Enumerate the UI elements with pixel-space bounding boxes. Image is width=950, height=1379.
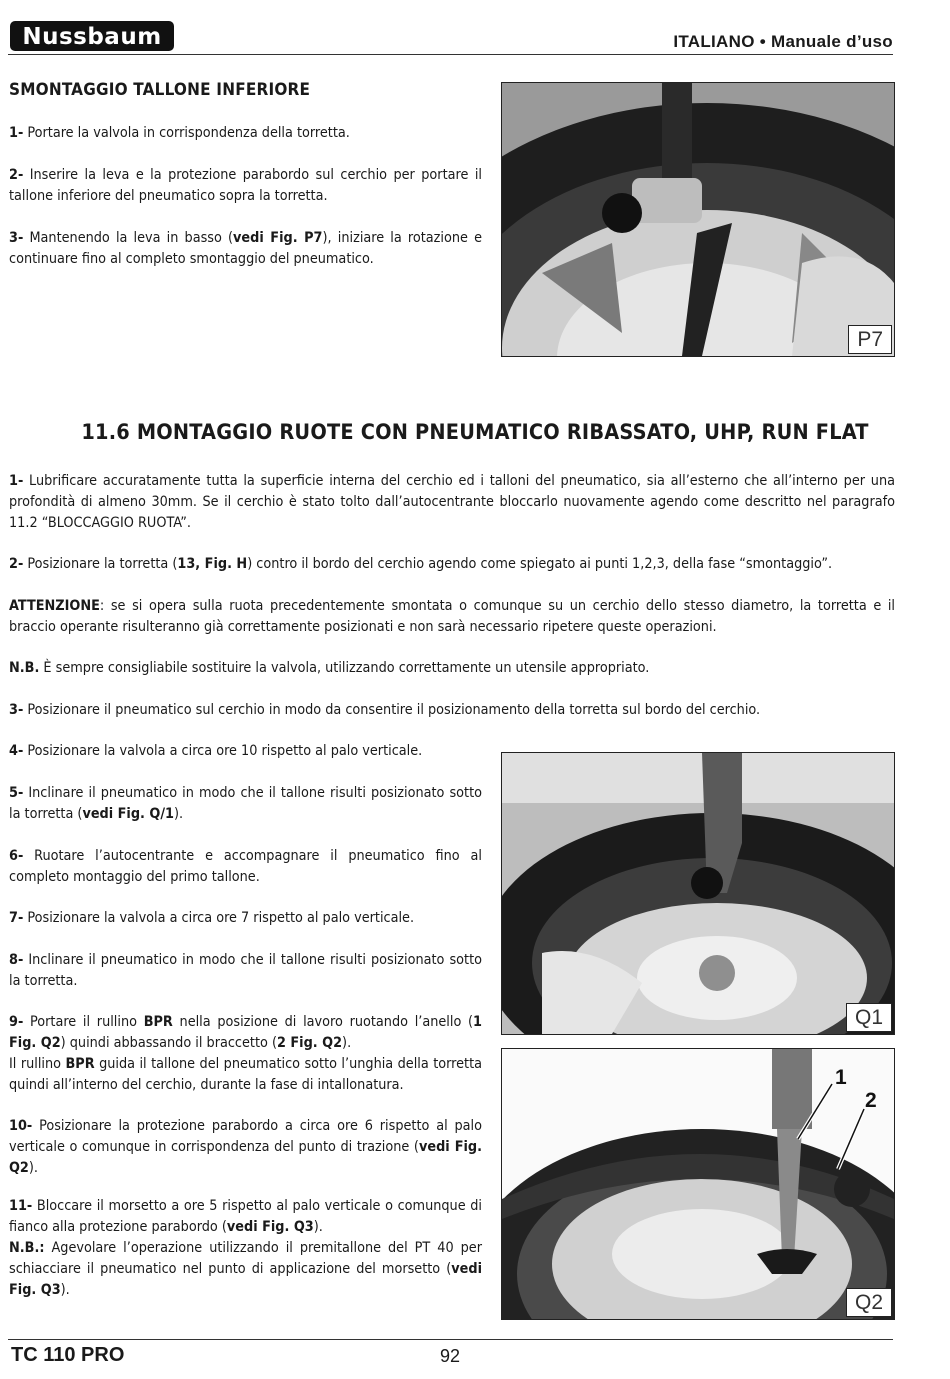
- montaggio-step-11: 11- Bloccare il morsetto a ore 5 rispetto al palo verticale o comunque di fianco alla protezione parabordo (vedi Fig. Q3). N.B.: Agevolare l’operazione utilizzando il premitallone del PT 40 per schiacciare il pneumatico nel punto di applicazione del morsetto (vedi Fig. Q3).: [9, 1198, 482, 1298]
- figure-p7-photo: [501, 82, 895, 357]
- figure-q2-label: Q2: [846, 1288, 892, 1317]
- montaggio-step-9: 9- Portare il rullino BPR nella posizione di lavoro ruotando l’anello (1 Fig. Q2) quindi abbassando il braccetto (2 Fig. Q2). Il rullino BPR guida il tallone del pneumatico sotto l’unghia della torretta quindi all’interno del cerchio, durante la fase di intallonatura.: [9, 1014, 482, 1093]
- montaggio-step-3: 3- Posizionare il pneumatico sul cerchio in modo da consentire il posizionamento della torretta sul bordo del cerchio.: [9, 702, 761, 718]
- figure-p7-label: P7: [848, 325, 892, 354]
- footer-page-number: 92: [440, 1346, 461, 1366]
- attention-note: ATTENZIONE: se si opera sulla ruota precedentemente smontata o comunque su un cerchio dello stesso diametro, la torretta e il braccio operante risulteranno già correttamente posizionati e non sarà necessario ripetere queste operazioni.: [9, 598, 895, 635]
- montaggio-step-8: 8- Inclinare il pneumatico in modo che il tallone risulti posizionato sotto la torretta.: [9, 952, 482, 989]
- figure-q2-photo: [501, 1048, 895, 1320]
- header-rule: [8, 54, 893, 55]
- svg-text:Nussbaum: Nussbaum: [22, 24, 162, 50]
- montaggio-step-1: 1- Lubrificare accuratamente tutta la superficie interna del cerchio ed i talloni del pneumatico, sia all’esterno che all’interno per una profondità di almeno 30mm. Se il cerchio è stato tolto dall’autocentrante bloccarlo nuovamente agendo come descritto nel paragrafo 11.2 “BLOCCAGGIO RUOTA”.: [9, 473, 895, 531]
- q2-callout-2: 2: [865, 1089, 877, 1112]
- montaggio-step-10: 10- Posizionare la protezione parabordo a circa ore 6 rispetto al palo verticale o comunque in corrispondenza del punto di trazione (vedi Fig. Q2).: [9, 1118, 482, 1176]
- montaggio-step-2: 2- Posizionare la torretta (13, Fig. H) contro il bordo del cerchio agendo come spiegato ai punti 1,2,3, della fase “smontaggio”.: [9, 556, 833, 572]
- montaggio-step-5: 5- Inclinare il pneumatico in modo che il tallone risulti posizionato sotto la torretta (vedi Fig. Q/1).: [9, 785, 482, 822]
- step-3: 3- Mantenendo la leva in basso (vedi Fig. P7), iniziare la rotazione e continuare fino al completo smontaggio del pneumatico.: [9, 230, 482, 267]
- footer-rule: [8, 1339, 893, 1340]
- step-2: 2- Inserire la leva e la protezione parabordo sul cerchio per portare il tallone inferiore del pneumatico sopra la torretta.: [9, 167, 482, 204]
- nb-note-1: N.B. È sempre consigliabile sostituire la valvola, utilizzando correttamente un utensile appropriato.: [9, 660, 650, 676]
- figure-q1-label: Q1: [846, 1003, 892, 1032]
- montaggio-step-6: 6- Ruotare l’autocentrante e accompagnare il pneumatico fino al completo montaggio del primo tallone.: [9, 848, 482, 885]
- montaggio-step-4: 4- Posizionare la valvola a circa ore 10 rispetto al palo verticale.: [9, 743, 423, 759]
- montaggio-step-7: 7- Posizionare la valvola a circa ore 7 rispetto al palo verticale.: [9, 910, 415, 926]
- step-1: 1- Portare la valvola in corrispondenza della torretta.: [9, 125, 350, 141]
- section-title-montaggio: 11.6 MONTAGGIO RUOTE CON PNEUMATICO RIBASSATO, UHP, RUN FLAT: [81, 420, 869, 445]
- q2-callout-1: 1: [835, 1066, 847, 1089]
- nussbaum-logo: [10, 18, 174, 54]
- section-title-smontaggio: SMONTAGGIO TALLONE INFERIORE: [9, 80, 311, 100]
- header-section: ITALIANO • Manuale d’uso: [673, 32, 893, 51]
- figure-q1-photo: [501, 752, 895, 1035]
- footer-model: TC 110 PRO: [11, 1344, 125, 1366]
